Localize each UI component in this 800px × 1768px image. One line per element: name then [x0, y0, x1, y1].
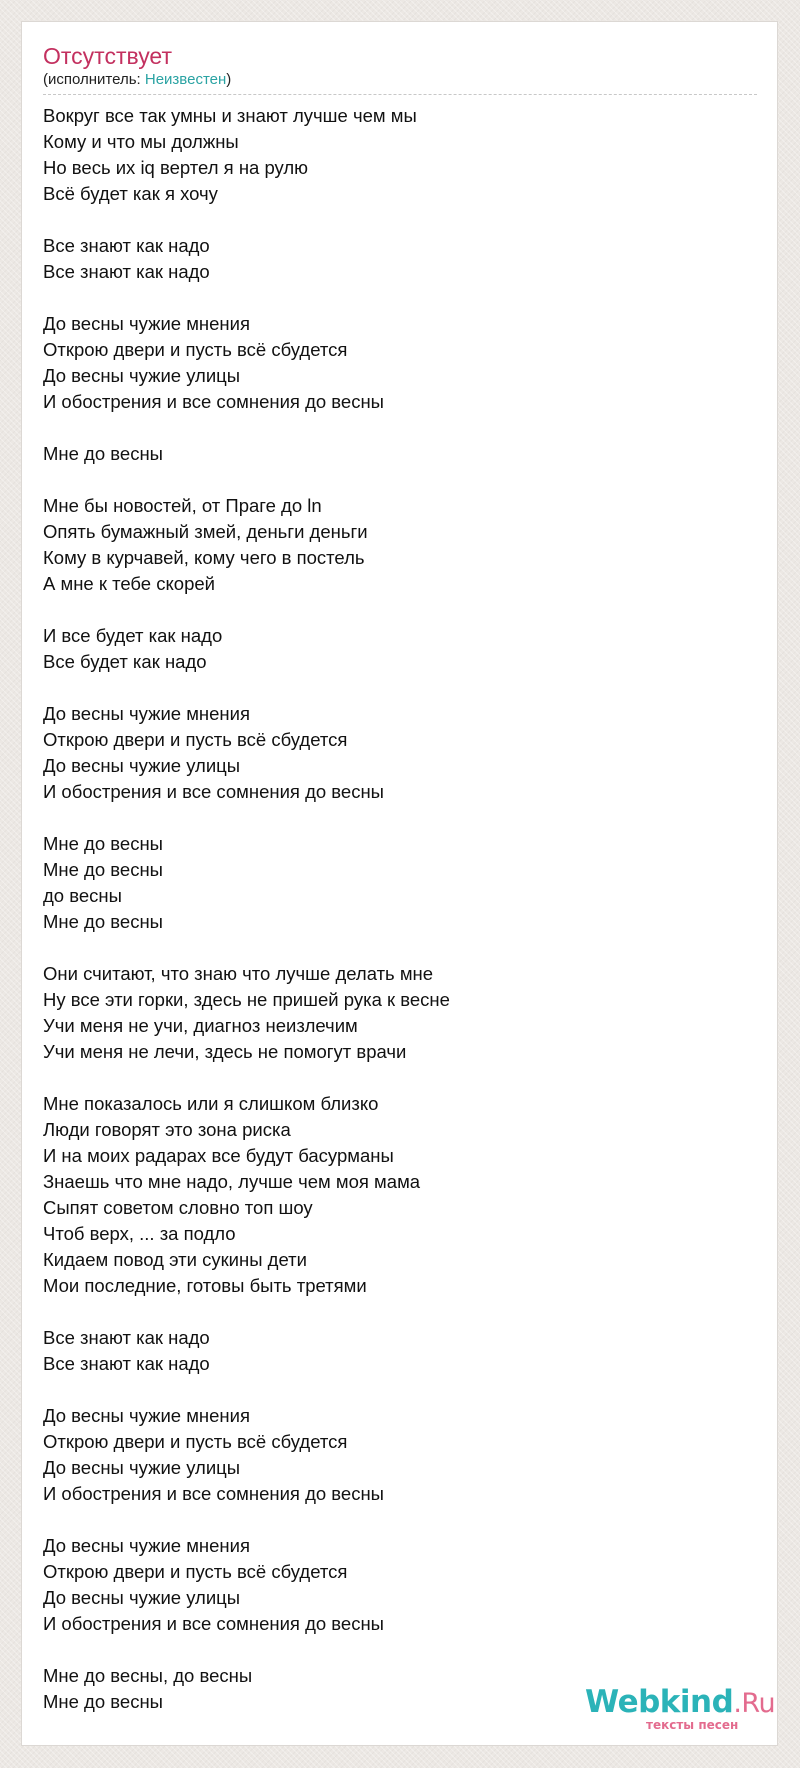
lyrics-stanza — [43, 1091, 757, 1299]
lyrics-line: Мои последние, готовы быть третями — [43, 1275, 367, 1296]
lyrics-line: До весны чужие мнения — [43, 1535, 251, 1556]
lyrics-line: А мне к тебе скорей — [43, 573, 215, 594]
lyrics-line: Мне до весны — [43, 1691, 163, 1712]
lyrics-line: Открою двери и пусть всё сбудется — [43, 1431, 348, 1452]
header-divider — [43, 94, 757, 95]
lyrics-line: До весны чужие мнения — [43, 703, 251, 724]
lyrics-line: И все будет как надо — [43, 625, 223, 646]
lyrics-line: Все знают как надо — [43, 1353, 210, 1374]
lyrics-line: Мне до весны — [43, 859, 163, 880]
lyrics-stanza — [43, 1533, 757, 1637]
lyrics-line: До весны чужие улицы — [43, 365, 241, 386]
lyrics-line: Ну все эти горки, здесь не пришей рука к весне — [43, 989, 450, 1010]
logo-brand: Webkind — [585, 1684, 734, 1720]
lyrics-stanza — [43, 961, 757, 1065]
lyrics-line: До весны чужие улицы — [43, 755, 241, 776]
lyrics-line: Все знают как надо — [43, 261, 210, 282]
lyrics-line: Но весь их iq вертел я на рулю — [43, 157, 309, 178]
song-title: Отсутствует — [43, 43, 172, 69]
lyrics-line: Кому и что мы должны — [43, 131, 239, 152]
lyrics-line: До весны чужие мнения — [43, 1405, 251, 1426]
lyrics-line: Они считают, что знаю что лучше делать мне — [43, 963, 434, 984]
lyrics-card — [21, 21, 778, 1746]
lyrics-line: Чтоб верх, ... за подло — [43, 1223, 236, 1244]
lyrics-line: Кидаем повод эти сукины дети — [43, 1249, 307, 1270]
logo-tagline: тексты песен — [646, 1718, 739, 1732]
artist-link[interactable]: Неизвестен — [144, 71, 227, 88]
lyrics-line: Мне до весны — [43, 911, 163, 932]
lyrics-line: Все будет как надо — [43, 651, 207, 672]
lyrics-line: Мне бы новостей, от Праге до ln — [43, 495, 322, 516]
lyrics-line: Мне до весны — [43, 443, 163, 464]
lyrics-stanza — [43, 623, 757, 675]
lyrics-line: Сыпят советом словно топ шоу — [43, 1197, 313, 1218]
lyrics-line: До весны чужие мнения — [43, 313, 251, 334]
lyrics-stanza — [43, 493, 757, 597]
lyrics-line: Опять бумажный змей, деньги деньги — [43, 521, 368, 542]
lyrics-line: До весны чужие улицы — [43, 1457, 241, 1478]
artist-prefix: (исполнитель: — [43, 71, 145, 88]
lyrics-stanza — [43, 311, 757, 415]
lyrics-text — [43, 103, 757, 1741]
lyrics-line: Открою двери и пусть всё сбудется — [43, 729, 348, 750]
lyrics-stanza — [43, 103, 757, 207]
artist-line — [43, 71, 757, 89]
lyrics-stanza — [43, 701, 757, 805]
lyrics-line: Люди говорят это зона риска — [43, 1119, 291, 1140]
lyrics-stanza — [43, 831, 757, 935]
lyrics-line: Мне до весны — [43, 833, 163, 854]
lyrics-line: Знаешь что мне надо, лучше чем моя мама — [43, 1171, 421, 1192]
lyrics-line: До весны чужие улицы — [43, 1587, 241, 1608]
lyrics-line: Всё будет как я хочу — [43, 183, 218, 204]
lyrics-line: Учи меня не лечи, здесь не помогут врачи — [43, 1041, 407, 1062]
lyrics-line: Мне показалось или я слишком близко — [43, 1093, 379, 1114]
lyrics-line: Все знают как надо — [43, 235, 210, 256]
lyrics-line: И обострения и все сомнения до весны — [43, 391, 384, 412]
lyrics-line: Открою двери и пусть всё сбудется — [43, 1561, 348, 1582]
logo-tld: .Ru — [733, 1688, 776, 1719]
lyrics-line: Мне до весны, до весны — [43, 1665, 253, 1686]
lyrics-line: И на моих радарах все будут басурманы — [43, 1145, 394, 1166]
lyrics-stanza — [43, 441, 757, 467]
lyrics-line: Вокруг все так умны и знают лучше чем мы — [43, 105, 417, 126]
lyrics-line: Учи меня не учи, диагноз неизлечим — [43, 1015, 358, 1036]
lyrics-line: Открою двери и пусть всё сбудется — [43, 339, 348, 360]
lyrics-line: Все знают как надо — [43, 1327, 210, 1348]
lyrics-line: И обострения и все сомнения до весны — [43, 1483, 384, 1504]
song-header — [43, 42, 757, 89]
lyrics-stanza — [43, 233, 757, 285]
lyrics-line: И обострения и все сомнения до весны — [43, 1613, 384, 1634]
lyrics-stanza — [43, 1325, 757, 1377]
lyrics-line: Кому в курчавей, кому чего в постель — [43, 547, 365, 568]
lyrics-line: И обострения и все сомнения до весны — [43, 781, 384, 802]
lyrics-stanza — [43, 1403, 757, 1507]
artist-suffix: ) — [226, 71, 232, 88]
lyrics-line: до весны — [43, 885, 122, 906]
